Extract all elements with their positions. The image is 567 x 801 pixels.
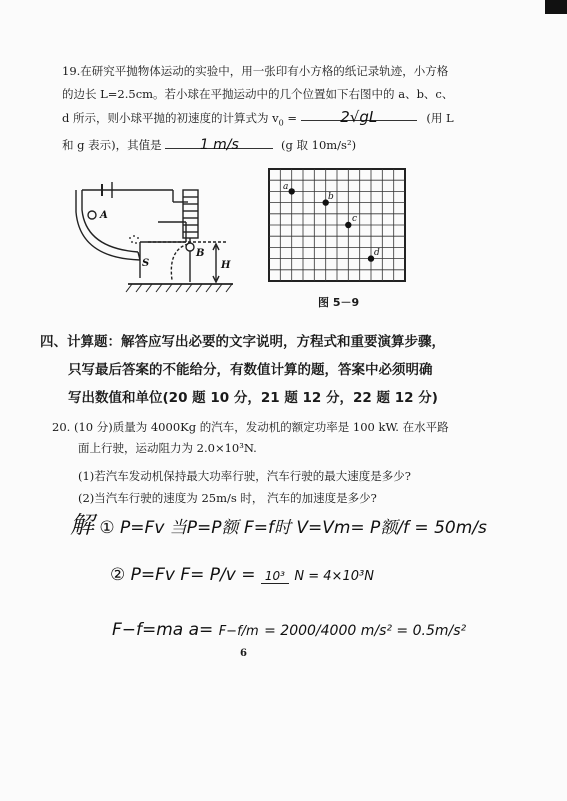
question-19 [62, 60, 522, 157]
label-c: c [352, 214, 358, 224]
section-4-line3: 写出数值和单位(20 题 10 分，21 题 12 分，22 题 12 分) [68, 390, 438, 406]
apparatus-diagram [68, 170, 248, 300]
q19-answer2: 1 m/s [199, 137, 239, 154]
section-4-line1: 四、计算题：解答应写出必要的文字说明，方程式和重要演算步骤， [40, 334, 445, 350]
q19-line4-pre: 和 g 表示)，其值是 [62, 138, 162, 153]
question-20 [52, 416, 522, 508]
section-4-header [40, 328, 445, 412]
section-4-line2: 只写最后答案的不能给分，有数值计算的题，答案中必须明确 [68, 362, 433, 378]
label-S: S [142, 258, 150, 269]
figure-caption: 图 5－9 [318, 296, 360, 309]
label-b: b [328, 192, 334, 202]
hw-step1: ① P=Fv 当P=P额 F=f时 V=Vm= P额/f = 50m/s [99, 518, 487, 538]
hw-solve: 解 [70, 511, 94, 539]
label-A: A [100, 210, 108, 221]
q19-line1: 在研究平抛物体运动的实验中，用一张印有小方格的纸记录轨迹，小方格 [80, 64, 449, 78]
q19-line3-pre: d 所示，则小球平抛的初速度的计算式为 v [62, 111, 279, 125]
label-a: a [283, 182, 289, 192]
q19-line2: 的边长 L=2.5cm。若小球在平抛运动中的几个位置如下右图中的 a、b、c、 [62, 87, 454, 101]
label-d: d [374, 248, 380, 258]
q19-line3-sub: 0 [278, 118, 284, 128]
q19-line3-eq: = [283, 111, 298, 125]
handwritten-step2 [110, 565, 374, 585]
q20-line1: (10 分)质量为 4000Kg 的汽车，发动机的额定功率是 100 kW. 在水平路 [73, 420, 449, 434]
q20-line2: 面上行驶，运动阻力为 2.0×10³N. [78, 441, 257, 455]
point-c [345, 222, 351, 228]
label-H: H [221, 260, 231, 271]
handwritten-step3 [112, 620, 466, 640]
q19-number: 19. [62, 64, 81, 78]
point-a [289, 188, 295, 194]
q19-line3-post: (用 L [426, 111, 454, 125]
hw-step2b: 10³ [261, 569, 289, 584]
q19-line4-post: (g 取 10m/s²) [280, 138, 357, 153]
corner-mark [545, 0, 567, 14]
handwritten-step1 [70, 505, 487, 540]
hw-step2c: N = 4×10³N [294, 569, 374, 584]
hw-step2a: ② P=Fv F= P/v = [110, 565, 256, 585]
hw-step3a: F−f=ma a= [112, 620, 214, 640]
page-number: 6 [240, 648, 247, 659]
q20-sub1: (1)若汽车发动机保持最大功率行驶，汽车行驶的最大速度是多少? [78, 469, 411, 483]
hw-step3c: = 2000/4000 m/s² = 0.5m/s² [264, 623, 467, 639]
q20-number: 20. [52, 420, 71, 434]
trajectory-grid [268, 168, 406, 282]
hw-step3b: F−f/m [218, 624, 259, 639]
q19-answer1: 2√gL [340, 108, 378, 126]
label-B: B [196, 248, 205, 259]
q20-sub2: (2)当汽车行驶的速度为 25m/s 时， 汽车的加速度是多少? [78, 491, 377, 505]
